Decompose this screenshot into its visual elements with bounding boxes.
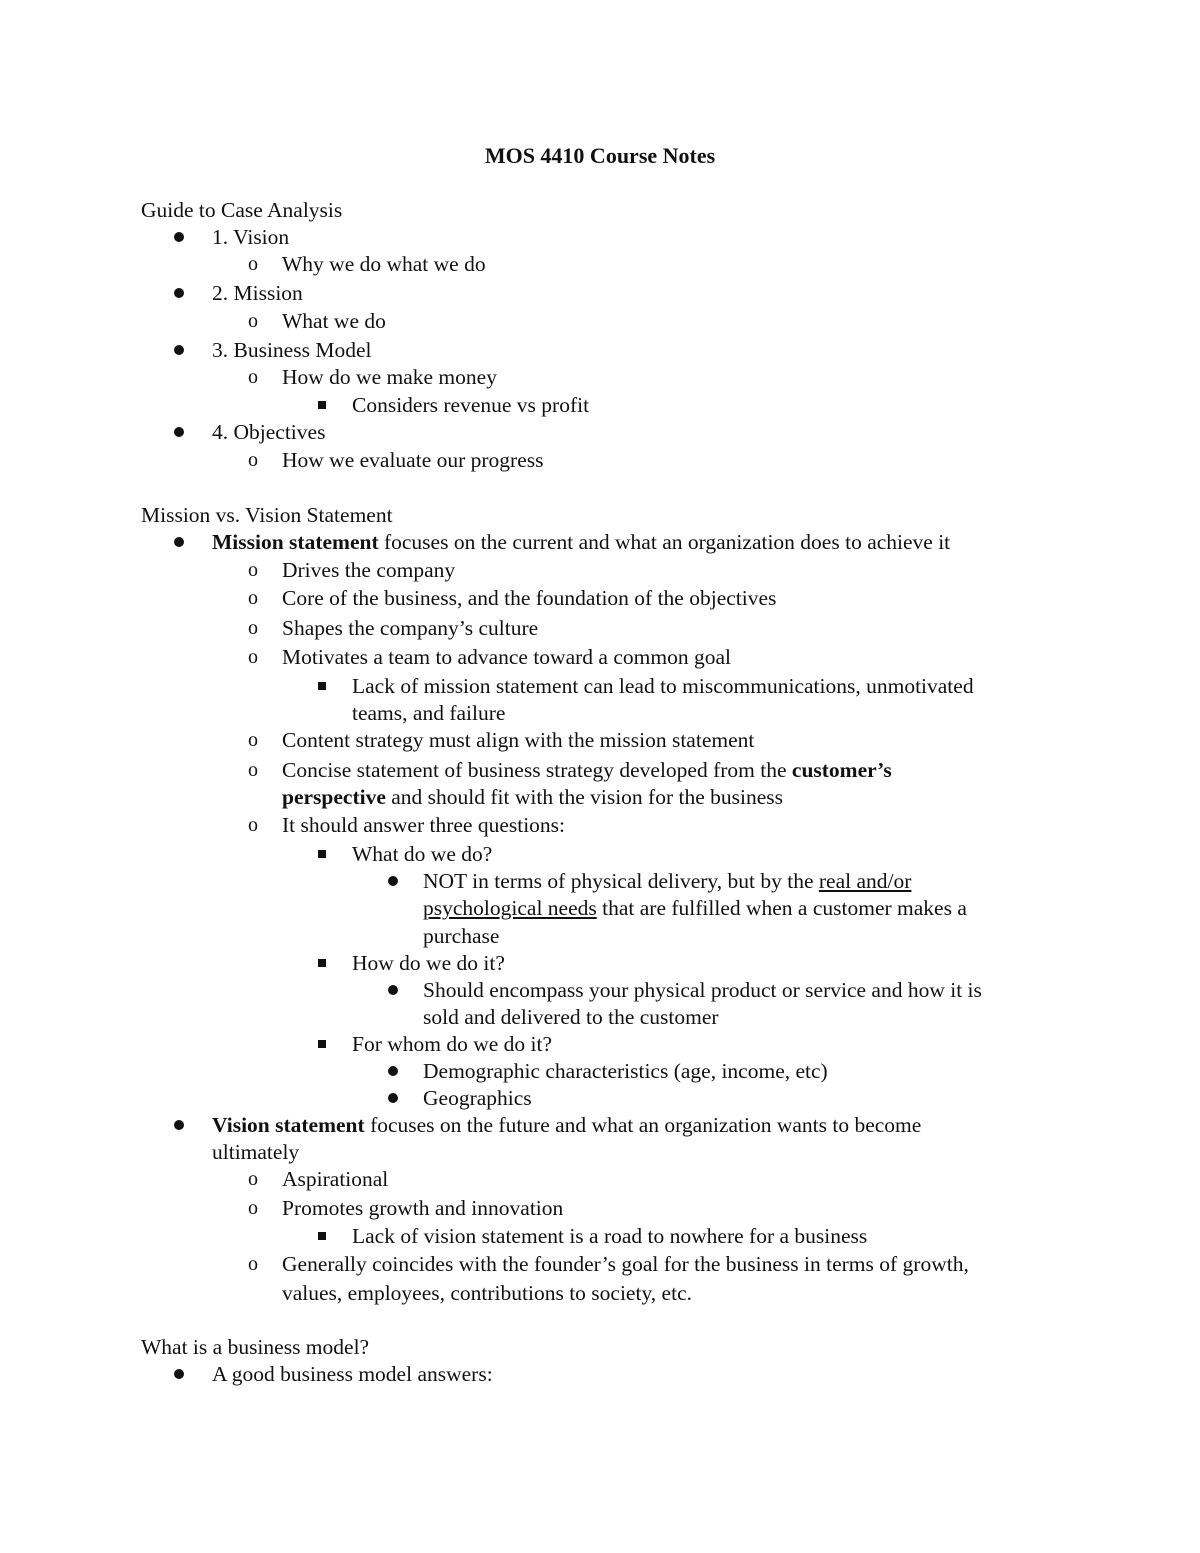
circle-bullet-icon: o <box>248 559 258 581</box>
list-item: How we evaluate our progress <box>282 448 544 472</box>
list-item: Shapes the company’s culture <box>282 616 539 640</box>
bullet-icon <box>174 528 186 540</box>
list-item: Should encompass your physical product or service and how it is <box>423 978 982 1002</box>
circle-bullet-icon: o <box>248 310 258 332</box>
list-item: Vision statement focuses on the future and what an organization wants to become <box>212 1113 922 1137</box>
bullet-icon <box>174 418 186 430</box>
list-item-continuation: sold and delivered to the customer <box>423 1005 719 1029</box>
underlined-text: psychological needs <box>423 896 597 920</box>
circle-bullet-icon: o <box>248 366 258 388</box>
circle-bullet-icon: o <box>248 729 258 751</box>
list-item: Geographics <box>423 1086 532 1110</box>
list-item-continuation: ultimately <box>212 1140 300 1164</box>
list-item: Core of the business, and the foundation of the objectives <box>282 586 777 610</box>
list-item: 2. Mission <box>212 281 303 305</box>
list-item: Lack of vision statement is a road to nowhere for a business <box>352 1224 868 1248</box>
list-item: Promotes growth and innovation <box>282 1196 564 1220</box>
list-item: Lack of mission statement can lead to miscommunications, unmotivated <box>352 674 974 698</box>
bold-term: Vision statement <box>212 1113 365 1137</box>
bold-term: customer’s <box>791 758 892 782</box>
bullet-icon <box>174 1111 186 1123</box>
list-item-continuation: values, employees, contributions to society, etc. <box>282 1281 692 1305</box>
section-heading-mission-vision: Mission vs. Vision Statement <box>141 503 393 527</box>
list-item: NOT in terms of physical delivery, but by the real and/or <box>423 869 912 893</box>
list-item: 1. Vision <box>212 225 290 249</box>
list-item-continuation: teams, and failure <box>352 701 506 725</box>
list-item: Mission statement focuses on the current and what an organization does to achieve it <box>212 530 951 554</box>
bullet-icon <box>174 1360 186 1372</box>
list-item: Concise statement of business strategy developed from the customer’s <box>282 758 892 782</box>
circle-bullet-icon: o <box>248 759 258 781</box>
underlined-text: real and/or <box>818 869 912 893</box>
document-title: MOS 4410 Course Notes <box>484 143 716 168</box>
bold-term: perspective <box>282 785 386 809</box>
bullet-icon <box>174 336 186 348</box>
list-item: 4. Objectives <box>212 420 326 444</box>
list-item: Motivates a team to advance toward a common goal <box>282 645 731 669</box>
bold-term: Mission statement <box>212 530 379 554</box>
circle-bullet-icon: o <box>248 587 258 609</box>
section-heading-guide: Guide to Case Analysis <box>141 198 343 222</box>
circle-bullet-icon: o <box>248 1197 258 1219</box>
list-item: A good business model answers: <box>212 1362 493 1386</box>
list-item-continuation: perspective and should fit with the vision for the business <box>282 785 784 809</box>
circle-bullet-icon: o <box>248 449 258 471</box>
circle-bullet-icon: o <box>248 1168 258 1190</box>
bullet-icon <box>174 223 186 235</box>
list-item: It should answer three questions: <box>282 813 566 837</box>
circle-bullet-icon: o <box>248 1253 258 1275</box>
list-item: Content strategy must align with the mission statement <box>282 728 755 752</box>
list-item: What do we do? <box>352 842 493 866</box>
circle-bullet-icon: o <box>248 814 258 836</box>
list-item: For whom do we do it? <box>352 1032 553 1056</box>
circle-bullet-icon: o <box>248 646 258 668</box>
list-item: Drives the company <box>282 558 456 582</box>
list-item: What we do <box>282 309 386 333</box>
list-item: How do we make money <box>282 365 497 389</box>
circle-bullet-icon: o <box>248 253 258 275</box>
list-item: How do we do it? <box>352 951 505 975</box>
list-item-continuation: psychological needs that are fulfilled when a customer makes a <box>423 896 967 920</box>
list-item-continuation: purchase <box>423 924 500 948</box>
bullet-icon <box>174 279 186 291</box>
list-item: Aspirational <box>282 1167 389 1191</box>
list-item: 3. Business Model <box>212 338 372 362</box>
list-item: Why we do what we do <box>282 252 486 276</box>
list-item: Considers revenue vs profit <box>352 393 590 417</box>
section-heading-business-model: What is a business model? <box>141 1335 370 1359</box>
list-item: Demographic characteristics (age, income, etc) <box>423 1059 828 1083</box>
circle-bullet-icon: o <box>248 617 258 639</box>
list-item: Generally coincides with the founder’s goal for the business in terms of growth, <box>282 1252 969 1276</box>
